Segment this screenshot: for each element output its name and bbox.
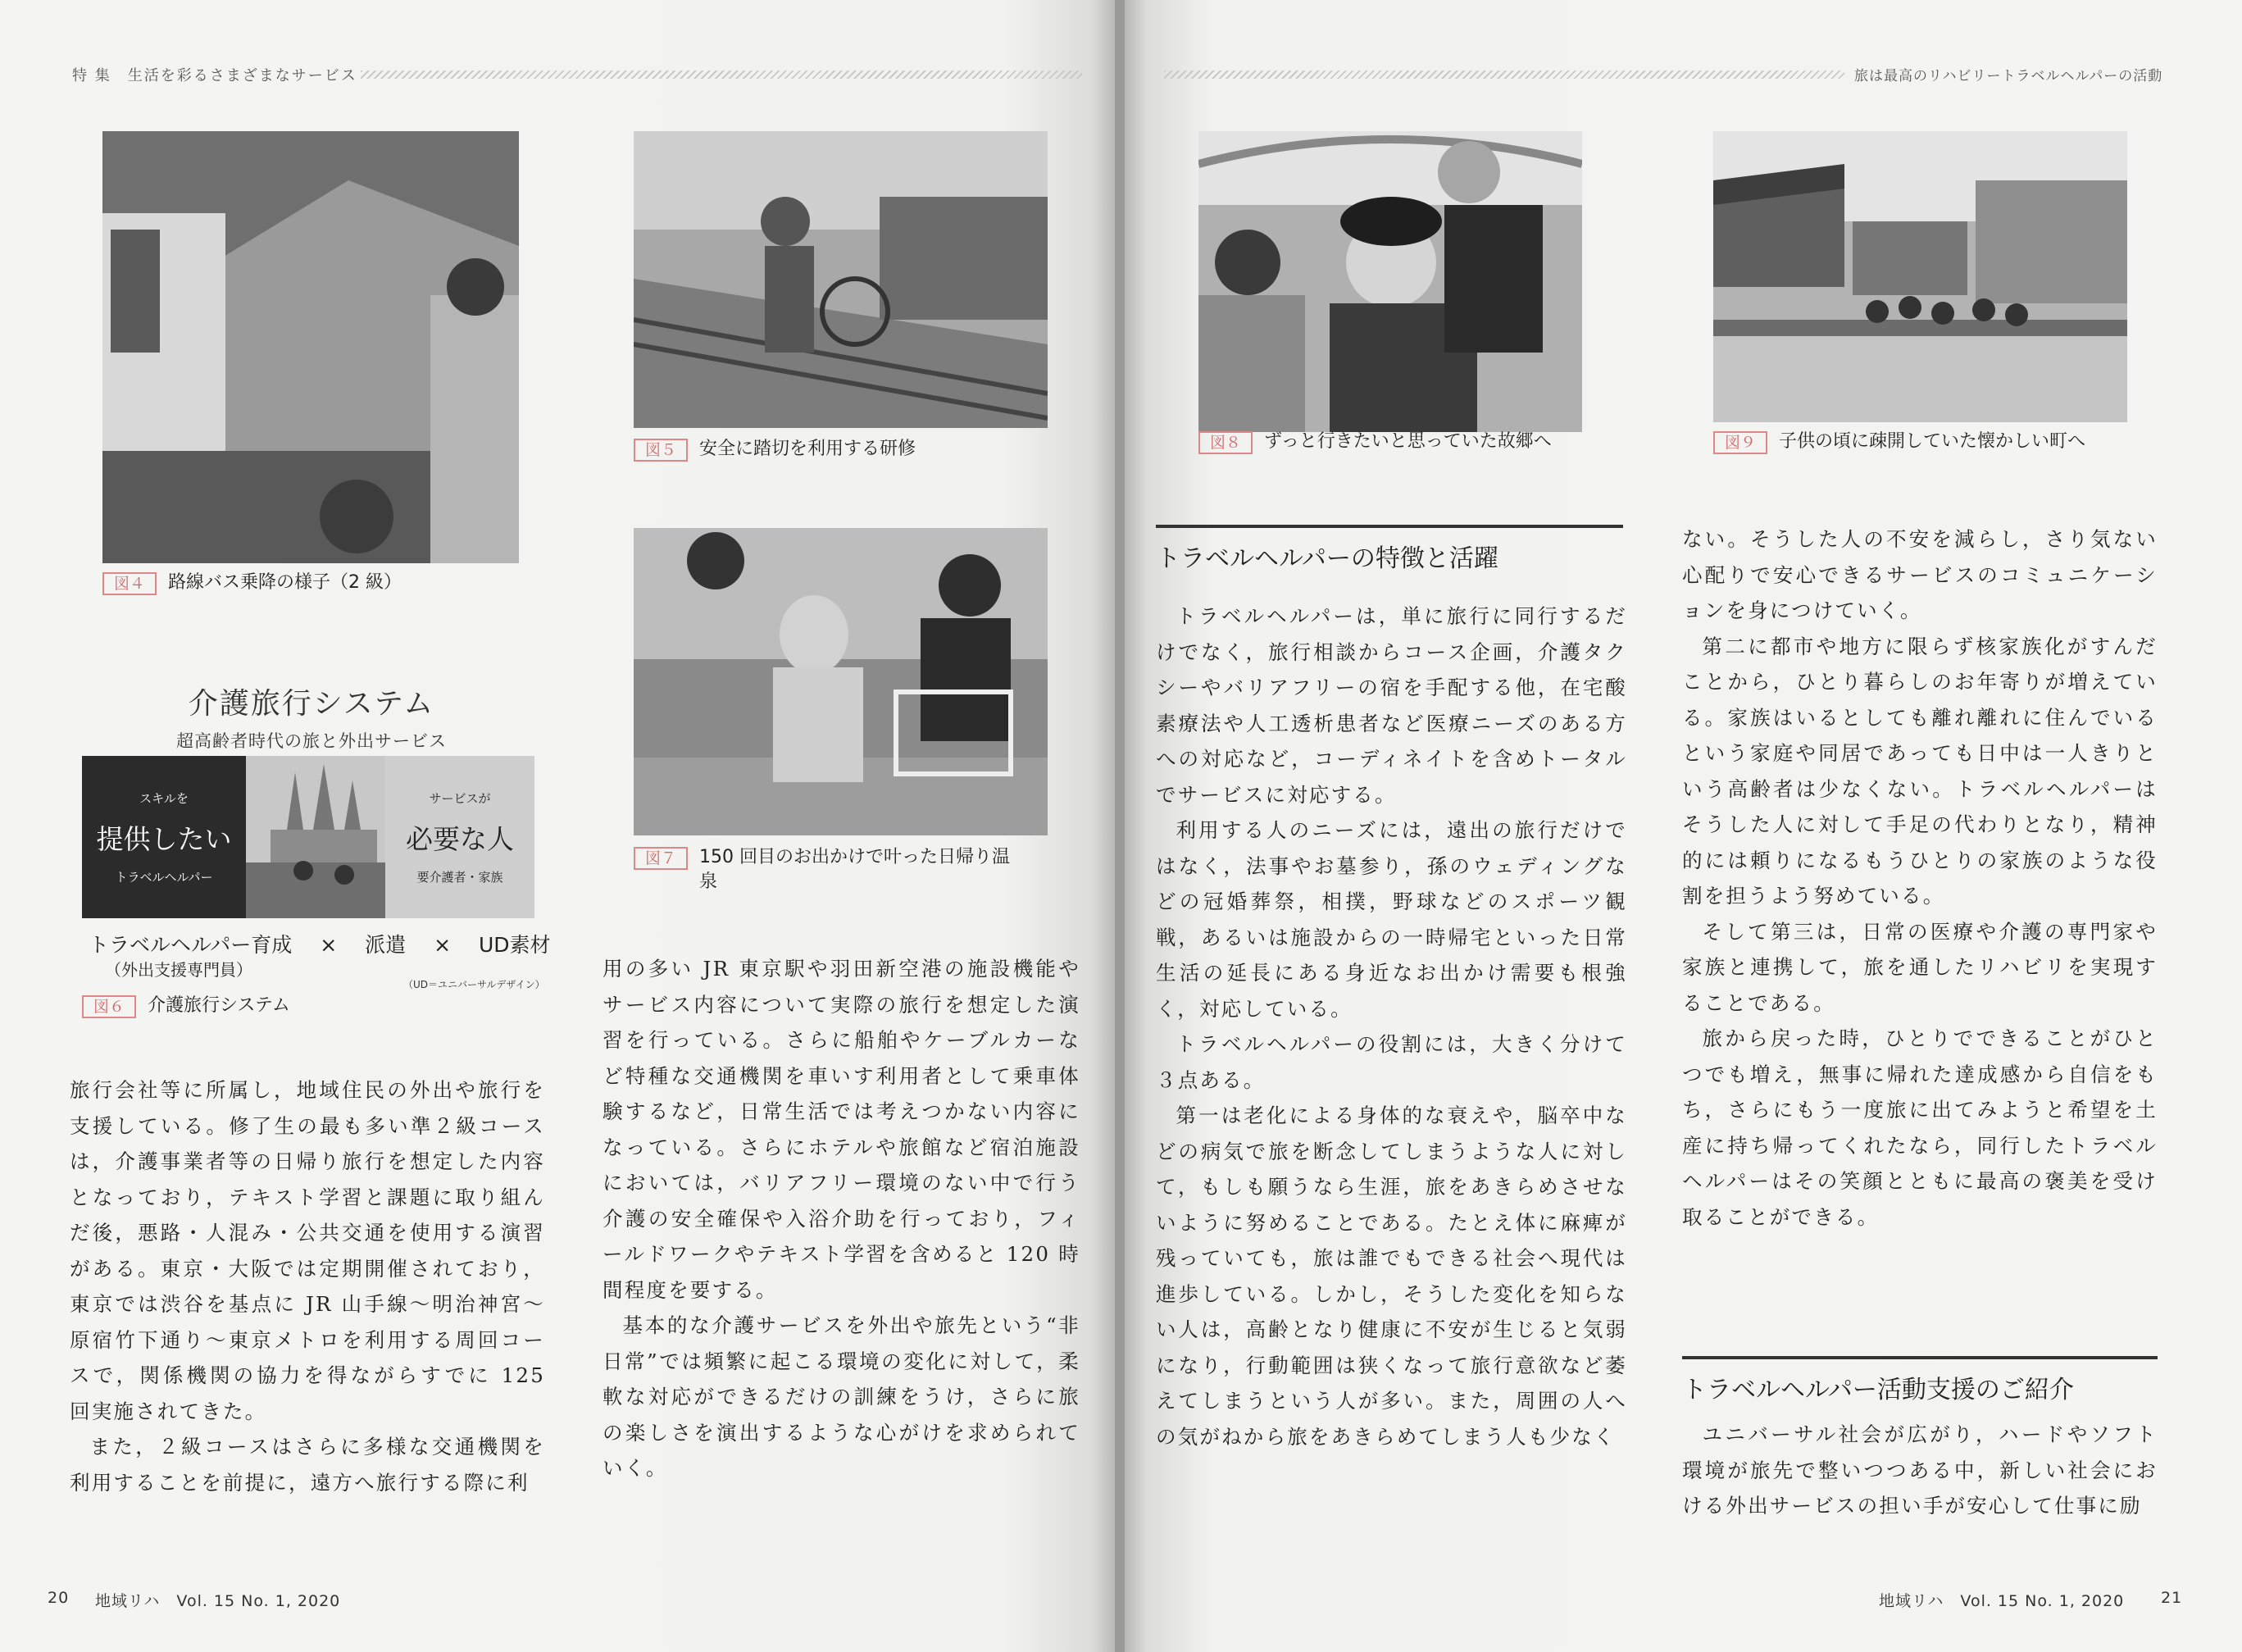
right-page-number: 21 bbox=[2161, 1589, 2183, 1607]
right-col1-para-2: 利用する人のニーズには，遠出の旅行だけではなく，法事やお墓参り，孫のウェディングなどの冠婚葬祭，相撲，野球などのスポーツ観戦，あるいは施設からの一時帰宅といった日常生活の延長にある身近なお出かけ需要も根強く，対応している。 bbox=[1156, 818, 1627, 1021]
fig6-right-box-bottom: 要介護者・家族 bbox=[416, 869, 503, 885]
left-folio-journal: 地域リハ Vol. 15 No. 1, 2020 bbox=[95, 1592, 341, 1610]
fig8-photo bbox=[1198, 131, 1582, 432]
fig6-label: 図６ bbox=[82, 995, 136, 1018]
right-col2-para-5: ユニバーサル社会が広がり，ハードやソフト環境が旅先で整いつつある中，新しい社会における外出サービスの担い手が安心して仕事に励 bbox=[1682, 1422, 2158, 1518]
fig6-caption bbox=[82, 994, 290, 1018]
section-heading-features: トラベルヘルパーの特徴と活躍 bbox=[1156, 525, 1623, 574]
fig8-caption-text: ずっと行きたいと思っていた故郷へ bbox=[1264, 431, 1552, 452]
left-column-1-text bbox=[70, 1072, 545, 1500]
fig6-right-box-top: サービスが bbox=[429, 790, 491, 806]
fig6-title: 介護旅行システム bbox=[188, 687, 435, 721]
right-col1-para-4: 第一は老化による身体的な衰えや，脳卒中などの病気で旅を断念してしまうような人に対して，もしも願うなら生涯，旅をあきらめさせないように努めることである。たとえ体に麻痺が残っていても，旅は誰でもできる社会へ現代は進歩している。しかし，そうした変化を知らない人は，高齢となり健康に不安が生じると気弱になり，行動範囲は狭くなって旅行意欲など萎えてしまうという人が多い。また，周囲の人への気がねから旅をあきらめてしまう人も少なく bbox=[1156, 1104, 1627, 1449]
fig5-caption bbox=[634, 437, 916, 462]
right-column-1-text bbox=[1156, 598, 1627, 1454]
fig7-caption-text: 150 回目のお出かけで叶った日帰り温泉 bbox=[699, 847, 1011, 892]
right-col2-para-4: 旅から戻った時，ひとりでできることがひとつでも増え，無事に帰れた達成感から自信をもち，さらにもう一度旅に出てみようと希望を土産に持ち帰ってくれたなら，同行したトラベルヘルパーはその笑顔とともに最高の褒美を受け取ることができる。 bbox=[1682, 1026, 2158, 1229]
fig6-right-box-main: 必要な人 bbox=[406, 822, 514, 855]
binding-gutter bbox=[1115, 0, 1125, 1652]
fig6-left-box bbox=[82, 756, 246, 918]
fig6-formula-note: （外出支援専門員） bbox=[105, 960, 252, 980]
fig7-photo bbox=[634, 528, 1048, 835]
right-col2-para-1: ない。そうした人の不安を減らし，さり気ない心配りで安心できるサービスのコミュニケーションを身につけていく。 bbox=[1682, 527, 2158, 622]
right-running-head: 旅は最高のリハビリートラベルヘルパーの活動 bbox=[1854, 68, 2163, 84]
fig6-ud-note: （UD＝ユニバーサルデザイン） bbox=[403, 979, 545, 990]
section-heading-support: トラベルヘルパー活動支援のご紹介 bbox=[1682, 1356, 2158, 1405]
fig9-caption-text: 子供の頃に疎開していた懐かしい町へ bbox=[1779, 431, 2086, 452]
fig6-formula-term-3: UD素材 bbox=[479, 933, 551, 957]
fig6-left-box-top: スキルを bbox=[139, 790, 189, 806]
fig7-caption bbox=[634, 845, 1044, 894]
fig6-right-box bbox=[385, 756, 534, 918]
fig6-left-box-main: 提供したい bbox=[96, 822, 232, 855]
fig6-subtitle: 超高齢者時代の旅と外出サービス bbox=[176, 731, 447, 751]
right-folio-journal: 地域リハ Vol. 15 No. 1, 2020 bbox=[1879, 1592, 2125, 1610]
fig6-formula-term-1: トラベルヘルパー育成 bbox=[89, 933, 293, 957]
fig4-photo bbox=[102, 131, 519, 563]
right-column-2-tail-text bbox=[1682, 1417, 2158, 1524]
right-column-2-text bbox=[1682, 521, 2158, 1235]
left-col2-para-2: 基本的な介護サービスを外出や旅先という“非日常”では頻繁に起こる環境の変化に対して，柔軟な対応ができるだけの訓練をうけ，さらに旅の楽しさを演出するような心がけを求められていく。 bbox=[603, 1313, 1080, 1480]
left-col1-para-2: また，２級コースはさらに多様な交通機関を利用することを前提に，遠方へ旅行する際に利 bbox=[70, 1435, 545, 1495]
fig5-label: 図５ bbox=[634, 439, 688, 462]
fig7-label: 図７ bbox=[634, 847, 688, 870]
fig5-caption-text: 安全に踏切を利用する研修 bbox=[699, 439, 916, 459]
right-running-rule bbox=[1164, 71, 1844, 79]
fig9-caption bbox=[1713, 430, 2085, 454]
fig4-caption bbox=[102, 571, 402, 595]
fig8-label: 図８ bbox=[1198, 431, 1253, 454]
left-running-head: 特 集 生活を彩るさまざまなサービス bbox=[72, 67, 357, 84]
right-col2-para-3: そして第三は，日常の医療や介護の専門家や家族と連携して，旅を通したリハビリを実現することである。 bbox=[1682, 919, 2158, 1015]
fig6-cathedral-photo bbox=[246, 756, 385, 918]
right-col2-para-2: 第二に都市や地方に限らず核家族化がすんだことから，ひとり暮らしのお年寄りが増えている。家族はいるとしても離れ離れに住んでいるという家庭や同居であっても日中は一人きりという高齢者は少なくない。トラベルヘルパーはそうした人に対して手足の代わりとなり，精神的には頼りになるもうひとりの家族のような役割を担うよう努めている。 bbox=[1682, 634, 2158, 908]
left-col2-para-1: 用の多い JR 東京駅や羽田新空港の施設機能やサービス内容について実際の旅行を想定した演習を行っている。さらに船舶やケーブルカーなど特種な交通機関を車いす利用者として乗車体験するなど，日常生活では考えつかない内容になっている。さらにホテルや旅館など宿泊施設においては，バリアフリー環境のない中で行う介護の安全確保や入浴介助を行っており，フィールドワークやテキスト学習を含めると 120 時間程度を要する。 bbox=[603, 957, 1080, 1302]
fig6-left-box-bottom: トラベルヘルパー bbox=[115, 869, 213, 885]
fig5-photo bbox=[634, 131, 1048, 428]
right-col1-para-1: トラベルヘルパーは，単に旅行に同行するだけでなく，旅行相談からコース企画，介護タクシーやバリアフリーの宿を手配する他，在宅酸素療法や人工透析患者など医療ニーズのある方への対応など，コーディネイトを含めトータルでサービスに対応する。 bbox=[1156, 604, 1627, 807]
left-running-rule bbox=[361, 71, 1082, 79]
left-column-2-text bbox=[603, 951, 1080, 1486]
fig8-caption bbox=[1198, 430, 1552, 454]
left-col1-para-1: 旅行会社等に所属し，地域住民の外出や旅行を支援している。修了生の最も多い準２級コースは，介護事業者等の日帰り旅行を想定した内容となっており，テキスト学習と課題に取り組んだ後，悪路・人混み・公共交通を使用する演習がある。東京・大阪では定期開催されており，東京では渋谷を基点に JR 山手線〜明治神宮〜原宿竹下通り〜東京メトロを利用する周回コースで，関係機関の協力を得ながらすでに 125 回実施されてきた。 bbox=[70, 1078, 545, 1423]
right-col1-para-3: トラベルヘルパーの役割には，大きく分けて３点ある。 bbox=[1156, 1032, 1627, 1092]
fig4-caption-text: 路線バス乗降の様子（2 級） bbox=[168, 572, 402, 593]
fig9-label: 図９ bbox=[1713, 431, 1767, 454]
left-page-number: 20 bbox=[48, 1589, 70, 1607]
fig6-formula-times-1: × bbox=[320, 933, 338, 957]
fig6-caption-text: 介護旅行システム bbox=[148, 995, 290, 1016]
fig9-photo bbox=[1713, 131, 2127, 422]
fig6-formula-times-2: × bbox=[434, 933, 452, 957]
fig6-formula bbox=[89, 929, 572, 958]
fig6-formula-term-2: 派遣 bbox=[365, 933, 407, 957]
fig4-label: 図４ bbox=[102, 572, 157, 595]
